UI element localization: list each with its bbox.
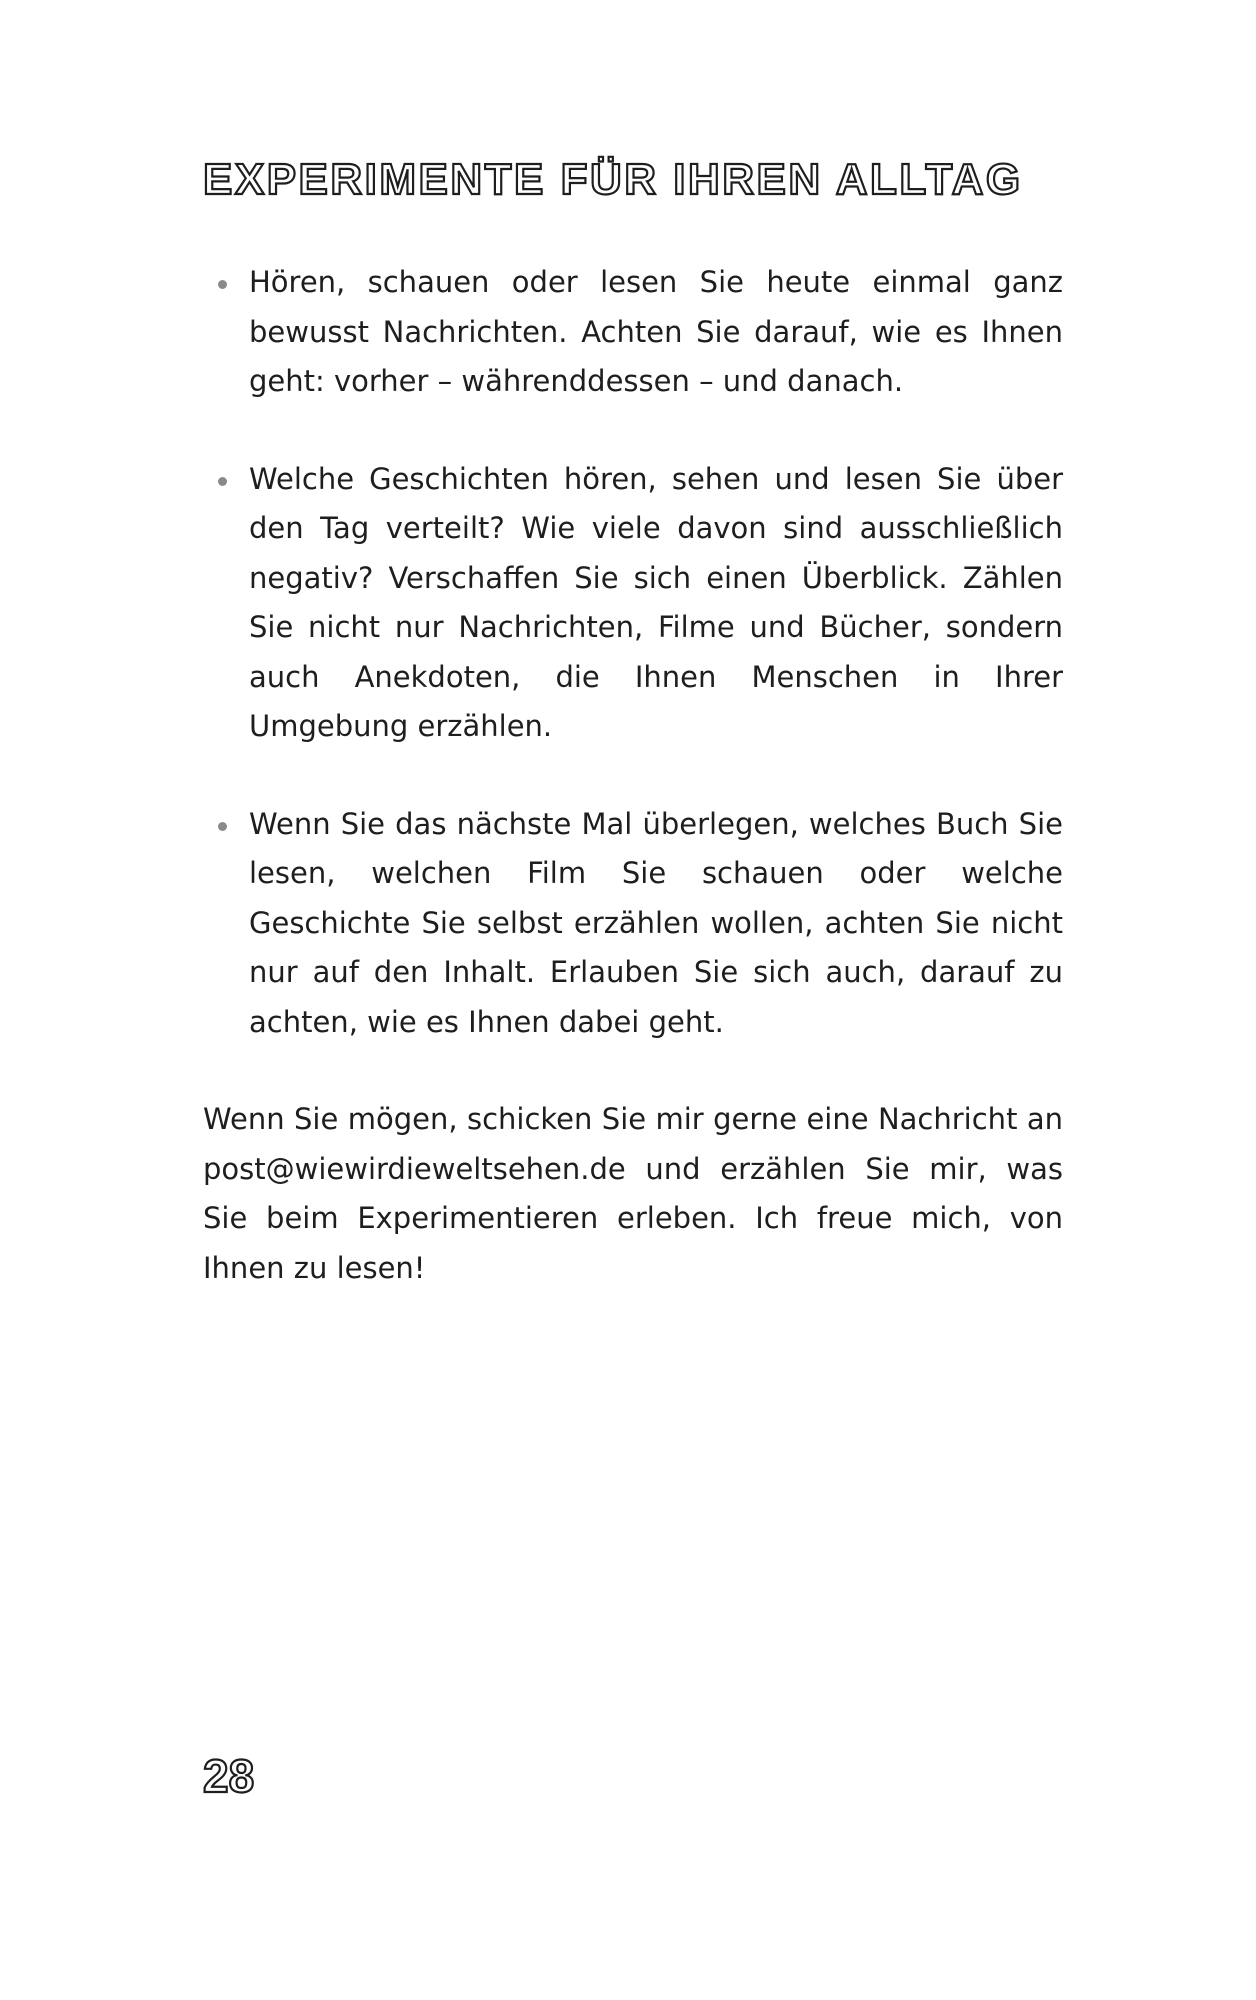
- section-heading: EXPERIMENTE FÜR IHREN ALLTAG: [203, 155, 1023, 204]
- page-number: 28: [203, 1750, 255, 1802]
- list-item-text: Hören, schauen oder lesen Sie heute einmal ganz bewusst Nachrichten. Achten Sie darauf, wie es Ihnen geht: vorher – währenddessen – und danach.: [249, 265, 1063, 398]
- list-item-text: Wenn Sie das nächste Mal überlegen, welches Buch Sie lesen, welchen Film Sie schauen oder welche Geschichte Sie selbst erzählen wollen, achten Sie nicht nur auf den Inhalt. Erlauben Sie sich auch, darauf zu achten, wie es Ihnen dabei geht.: [249, 806, 1063, 1039]
- list-item: [203, 258, 1063, 407]
- closing-paragraph: Wenn Sie mögen, schicken Sie mir gerne eine Nachricht an post@wiewirdieweltsehen.de und erzählen Sie mir, was Sie beim Experimentieren erleben. Ich freue mich, von Ihnen zu lesen!: [203, 1102, 1063, 1285]
- list-item-text: Welche Geschichten hören, sehen und lesen Sie über den Tag verteilt? Wie viele davon sind ausschließlich negativ? Verschaffen Sie sich einen Überblick. Zählen Sie nicht nur Nachrichten, Filme und Bücher, sondern auch Anekdoten, die Ihnen Menschen in Ihrer Umgebung erzählen.: [249, 461, 1063, 743]
- bullet-dot-icon: [218, 822, 227, 831]
- page-body: [203, 258, 1063, 1293]
- list-item: [203, 455, 1063, 752]
- list-item: [203, 800, 1063, 1048]
- bullet-dot-icon: [218, 477, 227, 486]
- bullet-dot-icon: [218, 280, 227, 289]
- experiment-list: [203, 258, 1063, 1047]
